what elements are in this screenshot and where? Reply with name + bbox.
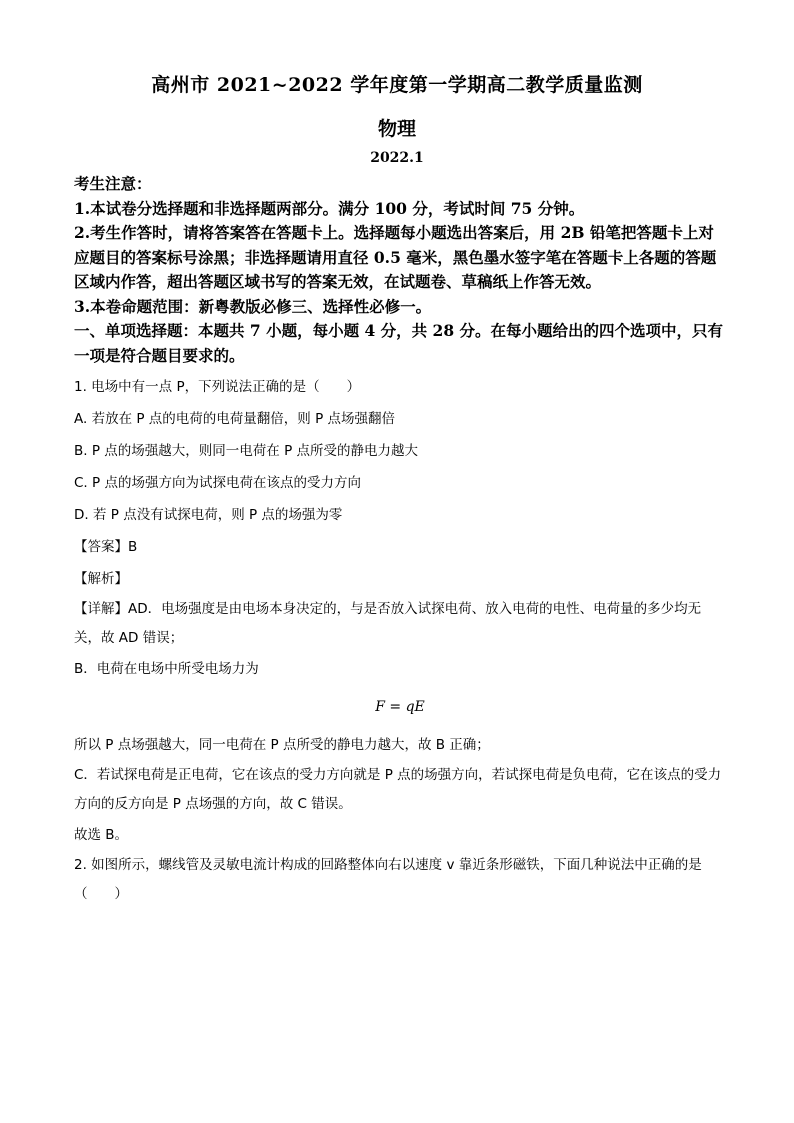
q2-stem: 2. 如图所示，螺线管及灵敏电流计构成的回路整体向右以速度 v 靠近条形磁铁，下面几种说法中正确的是（ ） (74, 857, 702, 902)
notes-item-1: 1.本试卷分选择题和非选择题两部分。满分 100 分，考试时间 75 分钟。 (74, 198, 585, 218)
exam-date: 2022.1 (370, 150, 424, 166)
q1-analysis-label: 【解析】 (74, 571, 128, 587)
q1-option-a: A. 若放在 P 点的电荷的电荷量翻倍，则 P 点场强翻倍 (74, 411, 396, 427)
notes-heading: 考生注意： (74, 174, 152, 193)
q1-detail-2: B．电荷在电场中所受电场力为 (74, 661, 259, 677)
notes-item-3: 3.本卷命题范围：新粤教版必修三、选择性必修一。 (74, 296, 432, 316)
q1-answer: 【答案】B (74, 539, 138, 555)
q1-detail-4: C．若试探电荷是正电荷，它在该点的受力方向就是 P 点的场强方向，若试探电荷是负电荷，它在该点的受力方向的反方向是 P 点场强的方向，故 C 错误。 (74, 767, 722, 812)
q1-formula: F = qE (375, 699, 425, 715)
q1-conclusion: 故选 B。 (74, 827, 129, 843)
exam-title: 高州市 2021~2022 学年度第一学期高二教学质量监测 (151, 74, 643, 96)
q1-option-d: D. 若 P 点没有试探电荷，则 P 点的场强为零 (74, 507, 343, 523)
q1-option-b: B. P 点的场强越大，则同一电荷在 P 点所受的静电力越大 (74, 443, 418, 459)
q1-option-c: C. P 点的场强方向为试探电荷在该点的受力方向 (74, 475, 361, 491)
notes-item-2: 2.考生作答时，请将答案答在答题卡上。选择题每小题选出答案后，用 2B 铅笔把答题卡上对应题目的答案标号涂黑；非选择题请用直径 0.5 毫米，黑色墨水签字笔在答题卡上各题的答题区域内作答，超出答题区域书写的答案无效，在试题卷、草稿纸上作答无效。 (74, 223, 717, 291)
q1-stem: 1. 电场中有一点 P，下列说法正确的是（ ） (74, 379, 361, 395)
q1-detail-1: 【详解】AD．电场强度是由电场本身决定的，与是否放入试探电荷、放入电荷的电性、电荷量的多少均无关，故 AD 错误； (74, 601, 702, 646)
question-content (74, 371, 726, 909)
candidate-notes (74, 172, 726, 368)
section-1-heading: 一、单项选择题：本题共 7 小题，每小题 4 分，共 28 分。在每小题给出的四个选项中，只有一项是符合题目要求的。 (74, 321, 724, 365)
exam-subject: 物理 (377, 118, 416, 140)
q1-detail-3: 所以 P 点场强越大，同一电荷在 P 点所受的静电力越大，故 B 正确； (74, 737, 490, 753)
